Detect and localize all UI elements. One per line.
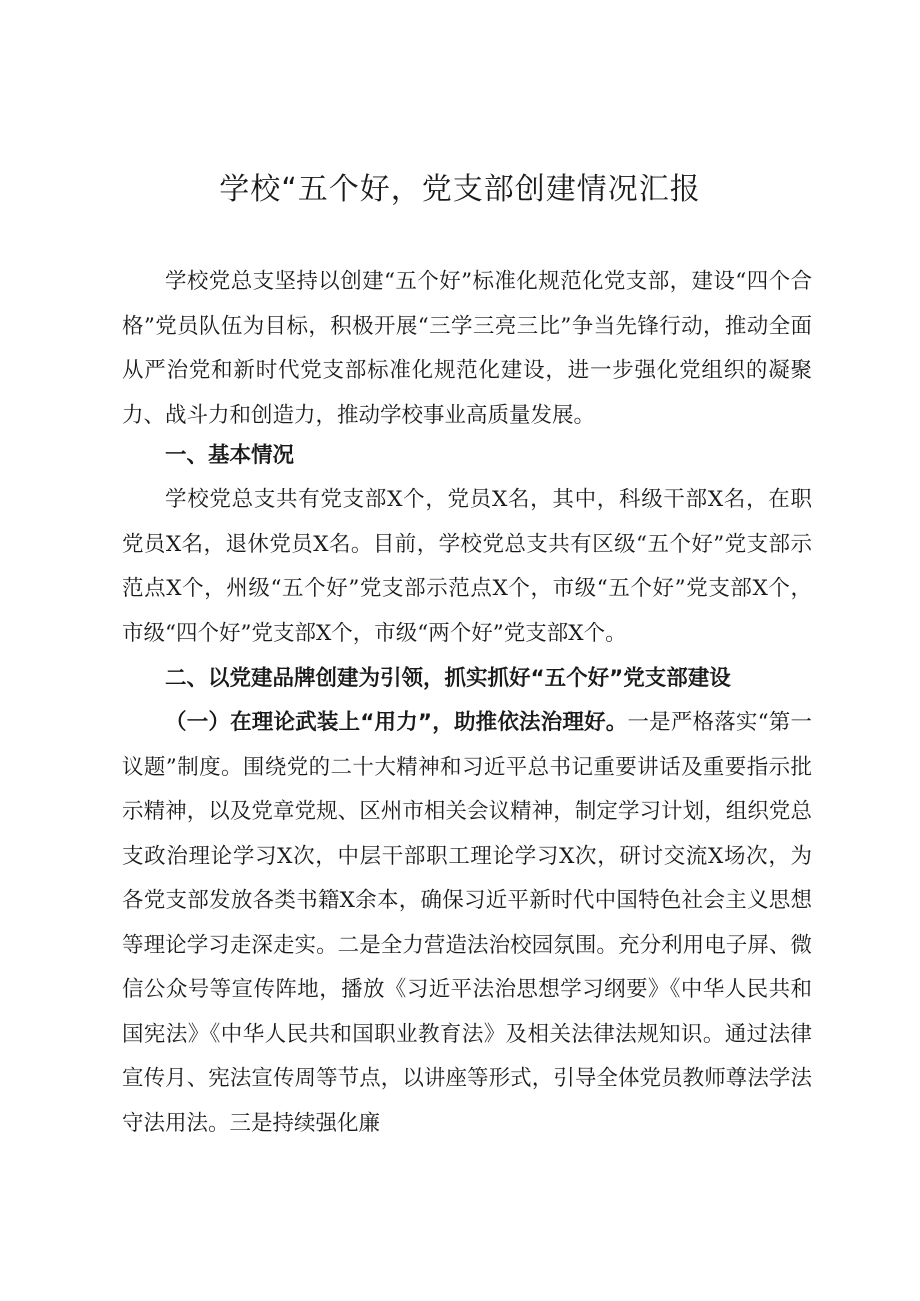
intro-paragraph: 学校党总支坚持以创建“五个好”标准化规范化党支部，建设“四个合格”党员队伍为目标，积极开展“三学三亮三比”争当先锋行动，推动全面从严治党和新时代党支部标准化规范化建设，进一步强化党组织的凝聚力、战斗力和创造力，推动学校事业高质量发展。 (122, 269, 812, 428)
document-title: 学校“五个好，党支部创建情况汇报 (219, 172, 701, 207)
subsection-lead-heading: （一）在理论武装上“用力”，助推依法治理好。 (165, 710, 628, 735)
section-heading-brand-building: 二、以党建品牌创建为引领，抓实抓好“五个好”党支部建设 (165, 666, 731, 691)
section-heading-basic-info: 一、基本情况 (165, 443, 295, 468)
basic-info-paragraph: 学校党总支共有党支部X个，党员X名，其中，科级干部X名，在职党员X名，退休党员X名。目前，学校党总支共有区级“五个好”党支部示范点X个，州级“五个好”党支部示范点X个，市级“五个好”党支部X个，市级“四个好”党支部X个，市级“两个好”党支部X个。 (122, 487, 812, 646)
subsection-body-text: 一是严格落实“第一议题”制度。围绕党的二十大精神和习近平总书记重要讲话及重要指示批示精神，以及党章党规、区州市相关会议精神，制定学习计划，组织党总支政治理论学习X次，中层干部职工理论学习X次，研讨交流X场次，为各党支部发放各类书籍X余本，确保习近平新时代中国特色社会主义思想等理论学习走深走实。二是全力营造法治校园氛围。充分利用电子屏、微信公众号等宣传阵地，播放《习近平法治思想学习纲要》《中华人民共和国宪法》《中华人民共和国职业教育法》及相关法律法规知识。通过法律宣传月、宪法宣传周等节点，以讲座等形式，引导全体党员教师尊法学法守法用法。三是持续强化廉 (122, 710, 812, 1136)
subsection-paragraph-theory (122, 701, 812, 1146)
